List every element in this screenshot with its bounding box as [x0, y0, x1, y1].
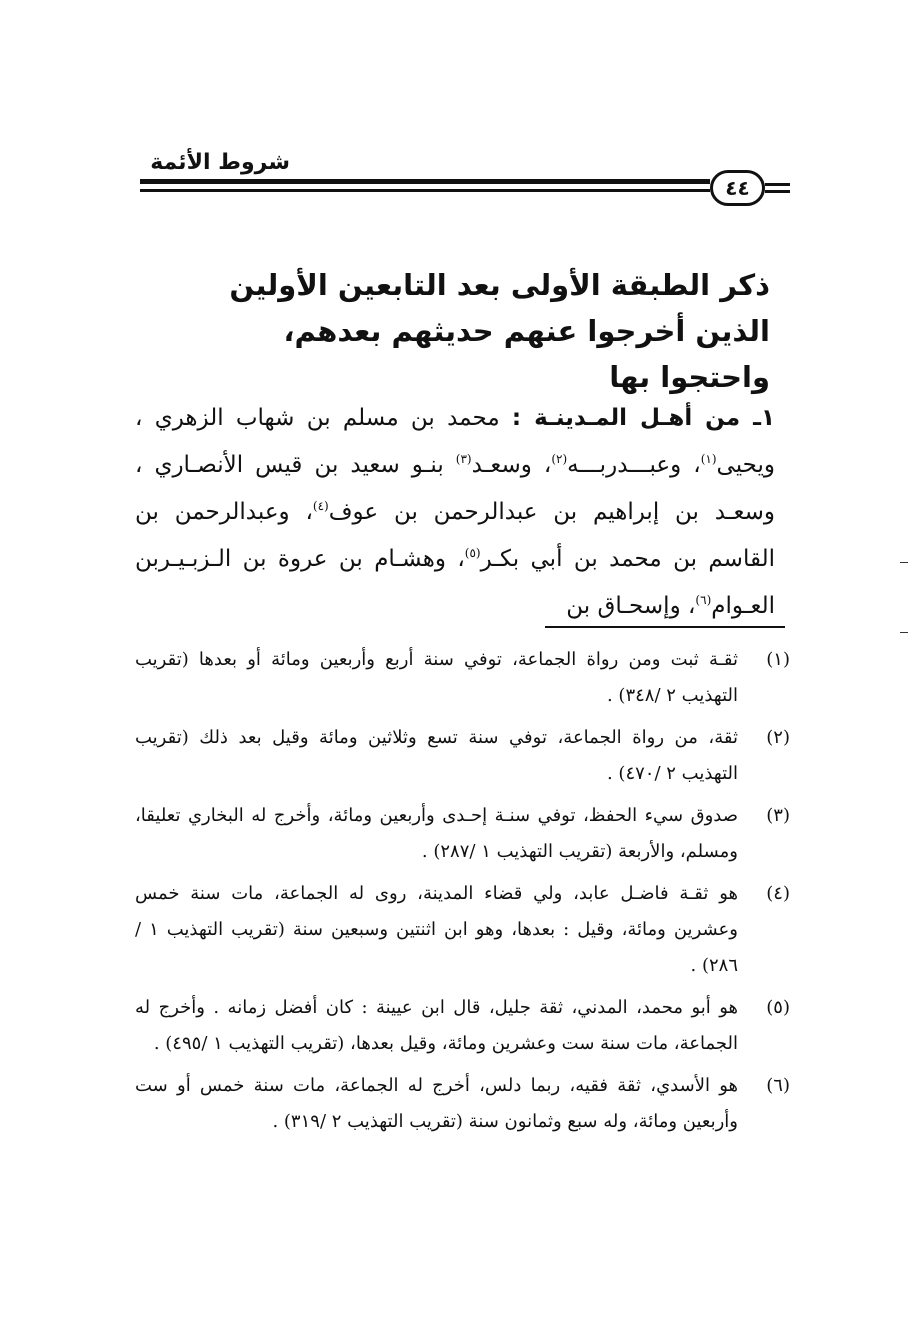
footnote-item: [135, 720, 790, 792]
footnote-text: هو الأسدي، ثقة فقيه، ربما دلس، أخرج له الجماعة، مات سنة خمس أو ست وأربعين ومائة، وله سبع وثمانون سنة (تقريب التهذيب ٢ /٣١٩) .: [135, 1075, 738, 1132]
paragraph-lead: ١ـ من أهـل المـدينـة :: [511, 405, 775, 431]
chapter-title: ذكر الطبقة الأولى بعد التابعين الأولين الذين أخرجوا عنهم حديثهم بعدهم، واحتجوا بها: [229, 268, 770, 394]
footnote-number: (٤): [766, 883, 790, 904]
footnote-number: (٦): [766, 1075, 790, 1096]
header-rule-right-lower: [765, 190, 790, 193]
header-rule-right: [765, 183, 790, 186]
body-segment: محمد بن مسلم بن شهاب الزهري ، ويحيى: [135, 405, 775, 478]
footnote-number: (٢): [766, 727, 790, 748]
footnote-text: ثقـة ثبت ومن رواة الجماعة، توفي سنة أربع وأربعين ومائة أو بعدها (تقريب التهذيب ٢ /٣٤٨) .: [135, 649, 738, 706]
page-number: ٤٤: [710, 170, 765, 206]
footnote-item: [135, 1068, 790, 1140]
body-segment: ، وعبـــدربـــه: [567, 452, 701, 478]
header-rule-thick: [140, 179, 710, 184]
footnote-text: هو ثقـة فاضـل عابد، ولي قضاء المدينة، روى له الجماعة، مات سنة خمس وعشرين ومائة، وقيل : بعدها، وهو ابن اثنتين وسبعين سنة (تقريب التهذيب ١ /٢٨٦) .: [135, 883, 738, 976]
footnote-text: صدوق سيء الحفظ، توفي سنـة إحـدى وأربعين ومائة، وأخرج له البخاري تعليقا، ومسلم، والأربعة (تقريب التهذيب ١ /٢٨٧) .: [135, 805, 738, 862]
footnote-item: [135, 642, 790, 714]
footnotes-list: [135, 642, 790, 1146]
footnote-text: ثقة، من رواة الجماعة، توفي سنة تسع وثلاثين ومائة وقيل بعد ذلك (تقريب التهذيب ٢ /٤٧٠) .: [135, 727, 738, 784]
footnote-ref[interactable]: (٥): [464, 546, 481, 560]
body-segment: ، وإسحـاق بن: [566, 593, 696, 619]
body-paragraph: [135, 398, 775, 627]
running-title: شروط الأئمة: [150, 150, 290, 175]
body-segment: ، وعبدالرحمن بن القاسم بن محمد بن أبي بكـر: [135, 499, 775, 572]
footnote-ref[interactable]: (١): [700, 452, 717, 466]
footnote-number: (٥): [766, 997, 790, 1018]
footnote-number: (٣): [766, 805, 790, 826]
footnote-ref[interactable]: (٣): [455, 452, 472, 466]
footnote-item: [135, 798, 790, 870]
footnote-ref[interactable]: (٤): [312, 499, 329, 513]
body-segment: ، وسعـد: [471, 452, 552, 478]
footnote-number: (١): [766, 649, 790, 670]
footnote-item: [135, 990, 790, 1062]
scan-edge-mark: [900, 632, 908, 633]
body-segment: بنـو سعيد بن قيس الأنصـاري ، وسعـد بن إبراهيم بن عبدالرحمن بن عوف: [135, 452, 775, 525]
scan-edge-mark: [900, 562, 908, 563]
footnote-ref[interactable]: (٦): [695, 593, 712, 607]
footnote-ref[interactable]: (٢): [551, 452, 568, 466]
footnote-text: هو أبو محمد، المدني، ثقة جليل، قال ابن عيينة : كان أفضل زمانه . وأخرج له الجماعة، مات سنة ست وعشرين ومائة، وقيل بعدها، (تقريب التهذيب ١ /٤٩٥) .: [135, 997, 738, 1054]
footnote-item: [135, 876, 790, 984]
footnote-separator: [545, 626, 785, 628]
body-segment: ، وهشـام بن عروة بن الـزبـيـربن العـوام: [135, 546, 775, 619]
header-rule-thin: [140, 189, 710, 192]
